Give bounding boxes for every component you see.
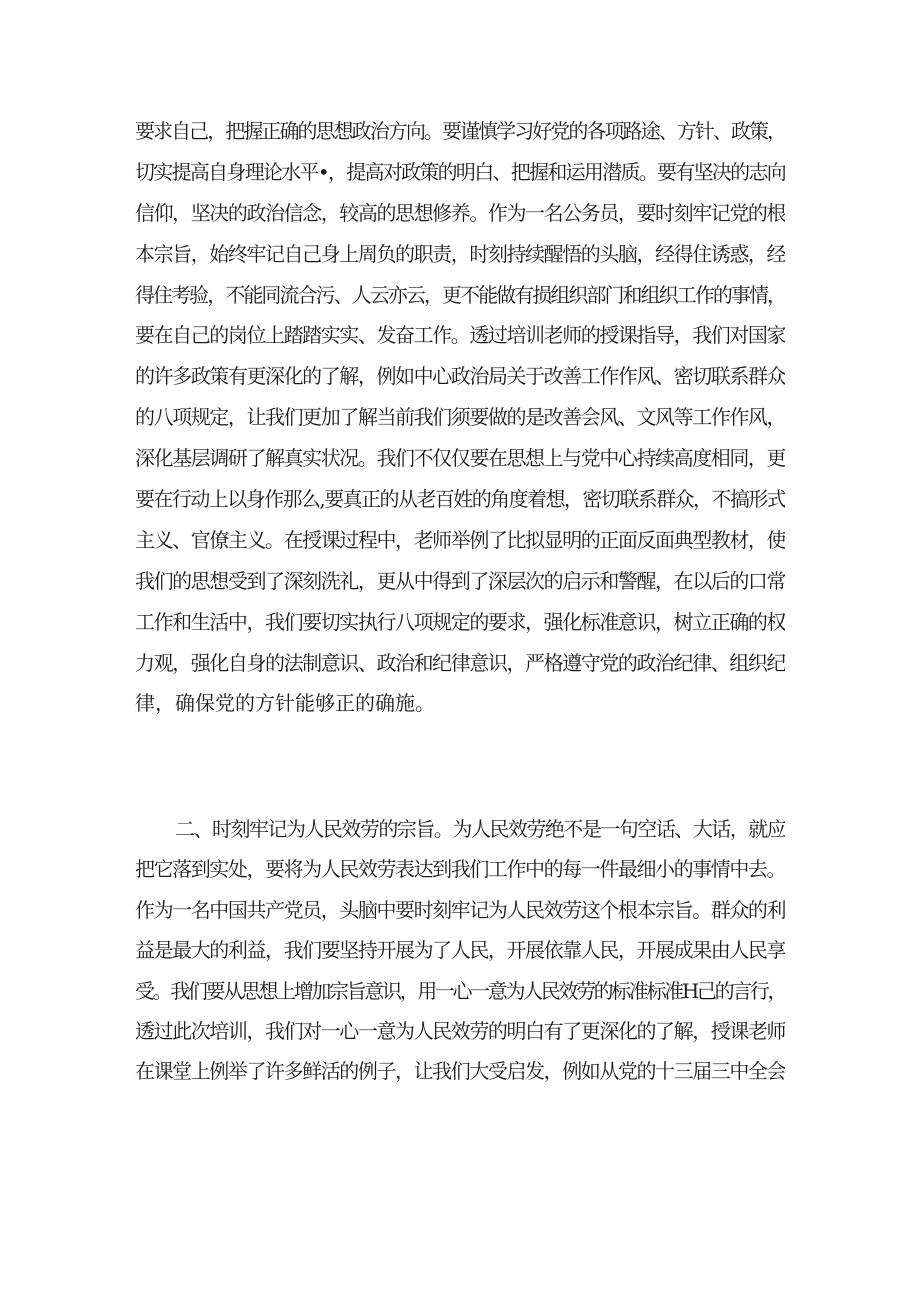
text-line: 我们的思想受到了深刻洗礼，更从中得到了深层次的启示和警醒，在以后的口常 [135,568,785,593]
text-line: 要在自己的岗位上踏踏实实、发奋工作。透过培训老师的授课指导，我们对国家 [135,323,785,348]
text-line: 作为一名中国共产党员，头脑中要时刻牢记为人民效劳这个根本宗旨。群众的利 [135,897,785,922]
text-line: 深化基层调研了解真实状况。我们不仅仅要在思想上与党中心持续高度相同，更 [135,446,785,471]
body-paragraph-2 [135,809,785,1092]
text-line: 在课堂上例举了许多鲜活的例子，让我们大受启发，例如从党的十三届三中全会 [135,1059,785,1084]
text-line: 要在行动上以身作那么,要真正的从老百姓的角度着想，密切联系群众，不搞形式 [135,487,785,512]
text-line: 益是最大的利益，我们要坚持开展为了人民，开展依靠人民，开展成果由人民享 [135,938,785,963]
text-line: 透过此次培训，我们对一心一意为人民效劳的明白有了更深化的了解，授课老师 [135,1018,785,1043]
text-line: 要求自己，把握正确的思想政治方向。要谨慎学习好党的各项路途、方针、政策， [135,119,785,143]
text-line: 切实提高自身理论水平•，提高对政策的明白、把握和运用潜质。要有坚决的志向 [135,159,785,184]
text-line: 把它落到实处，要将为人民效劳表达到我们工作中的每一件最细小的事情中去。 [135,857,785,882]
text-line: 律，确保党的方针能够正的确施。 [135,691,435,716]
text-line: 工作和生活中，我们要切实执行八项规定的要求，强化标准意识，树立正确的权 [135,609,785,634]
text-line: 的八项规定，让我们更加了解当前我们须要做的是改善会风、文风等工作作风， [135,405,785,430]
body-paragraph-1 [135,111,785,724]
text-line: 的许多政策有更深化的了解，例如中心政治局关于改善工作作风、密切联系群众 [135,364,785,389]
text-line: 信仰，坚决的政治信念，较高的思想修养。作为一名公务员，要时刻牢记党的根 [135,200,785,225]
text-line: 二、时刻牢记为人民效劳的宗旨。为人民效劳绝不是一句空话、大话，就应 [175,817,785,841]
text-line: 受。我们要从思想上增加宗旨意识，用一心一意为人民效劳的标准标准H己的言行， [135,978,785,1003]
text-line: 得住考验，不能同流合污、人云亦云，更不能做有损组织部门和组织工作的事情， [135,282,785,307]
text-line: 力观，强化自身的法制意识、政治和纪律意识，严格遵守党的政治纪律、组织纪 [135,650,785,675]
text-line: 主义、官僚主义。在授课过程中，老师举例了比拟显明的正面反面典型教材，使 [135,527,785,552]
text-line: 本宗旨，始终牢记自己身上周负的职责，时刻持续醒悟的头脑，经得住诱惑，经 [135,241,785,266]
